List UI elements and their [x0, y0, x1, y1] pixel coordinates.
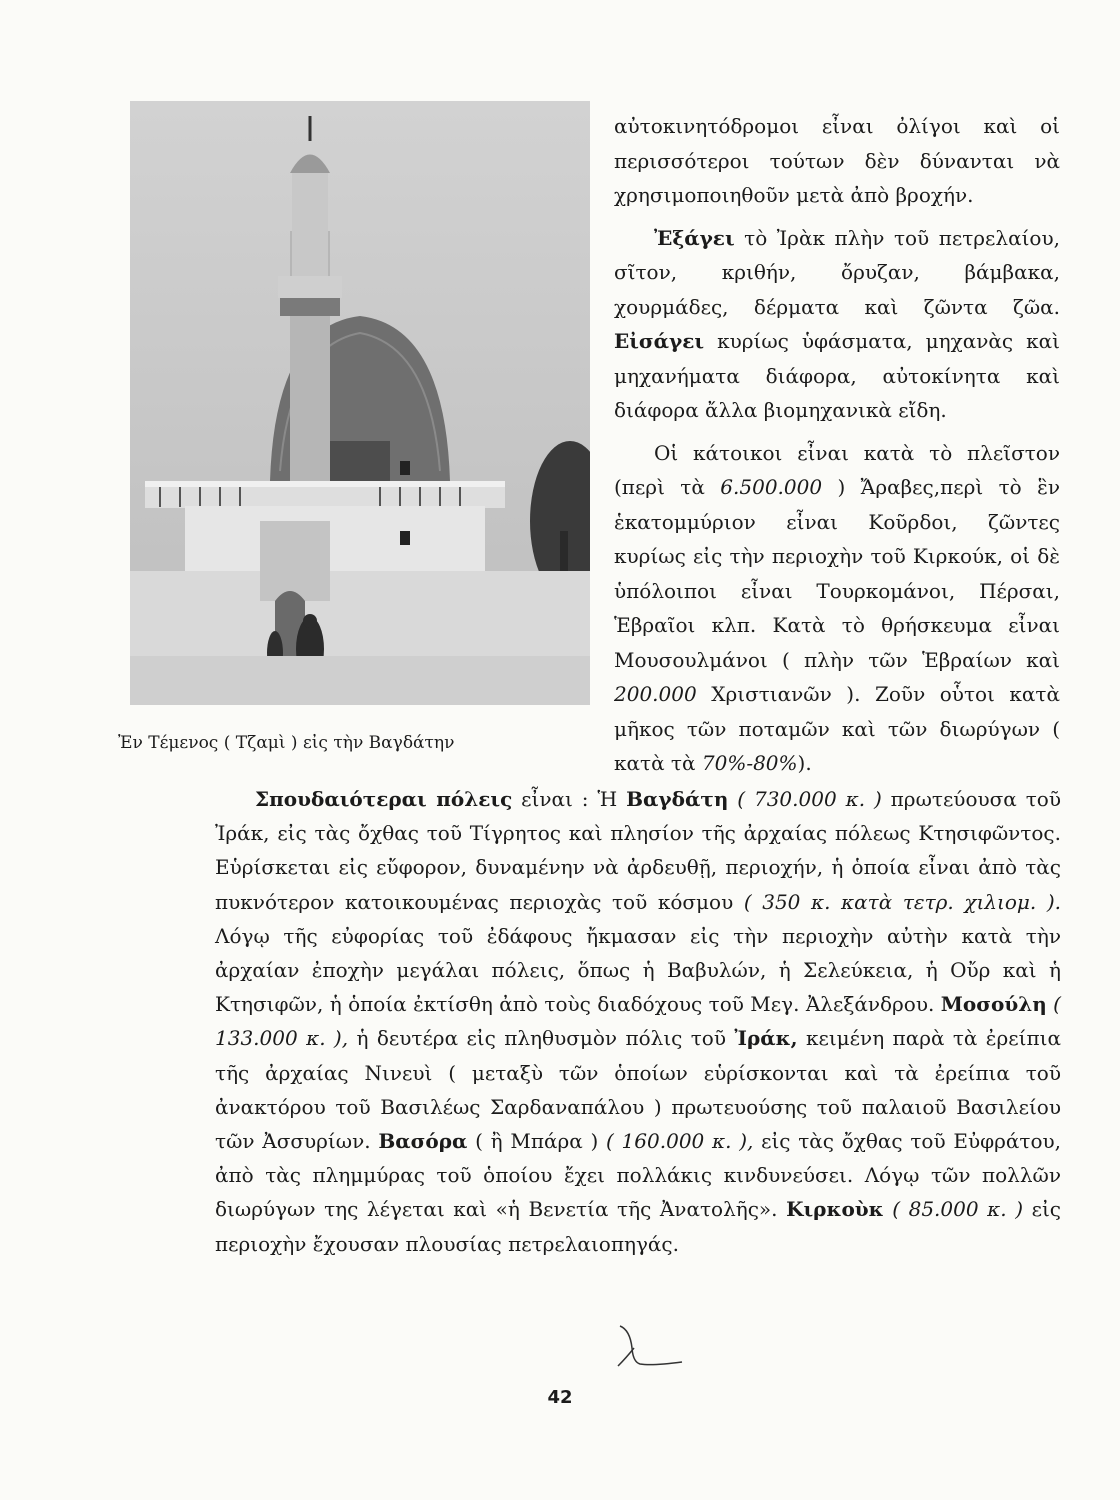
text-run: ( ἢ Μπάρα )	[467, 1129, 607, 1154]
text-run: εἰς περιοχὴν ἔχουσαν πλουσίας πετρελαιοπηγάς.	[215, 1197, 1061, 1256]
text-run: Λόγῳ τῆς εὐφορίας τοῦ ἐδάφους ἤκμασαν εἰς τὴν περιοχὴν αὐτὴν κατὰ τὴν ἀρχαίαν ἐποχὴν μεγάλαι πόλεις, ὅπως ἡ Βαβυλών, ἡ Σελεύκεια, ἡ Οὔρ καὶ ἡ Κτησιφῶν, ἡ ὁποία ἐκτίσθη ἀπὸ τοὺς διαδόχους τοῦ Μεγ. Ἀλεξάνδρου.	[215, 923, 1061, 1017]
text-run: πρωτεύουσα τοῦ Ἰράκ, εἰς τὰς ὄχθας τοῦ Τίγρητος καὶ πλησίον τῆς ἀρχαίας πόλεως Κτησιφῶντος. Εὑρίσκεται εἰς εὔφορον, δυναμένην νὰ ἀρδευθῇ, περιοχήν, ἡ ὁποία εἶναι ἀπὸ τὰς πυκνότερον κατοικουμένας περιοχὰς τοῦ κόσμου	[215, 787, 1061, 914]
country-iraq: Ἰράκ,	[734, 1026, 798, 1051]
term-exports: Ἐξάγει	[654, 225, 735, 250]
text-run: ) Ἄραβες,περὶ τὸ ἓν ἑκατομμύριον εἶναι Κοῦρδοι, ζῶντες κυρίως εἰς τὴν περιοχὴν τοῦ Κιρκούκ, οἱ δὲ ὑπόλοιποι εἶναι Τουρκομάνοι, Πέρσαι, Ἑβραῖοι κλπ. Κατὰ τὸ θρήσκευμα εἶναι Μουσουλμάνοι ( πλὴν τῶν Ἑβραίων καὶ	[614, 475, 1060, 672]
text-run: κυρίως ὑφάσματα, μηχανὰς καὶ μηχανήματα διάφορα, αὐτοκίνητα καὶ διάφορα ἄλλα βιομηχανικὰ εἴδη.	[614, 329, 1060, 422]
term-imports: Εἰσάγει	[614, 329, 705, 353]
baghdad-population: ( 730.000 κ. )	[728, 787, 882, 811]
text-run: Χριστιανῶν ). Ζοῦν οὗτοι κατὰ μῆκος τῶν ποταμῶν καὶ τῶν διωρύγων ( κατὰ τὰ	[614, 682, 1060, 775]
city-kirkuk: Κιρκοὺκ	[786, 1197, 884, 1222]
city-mosul: Μοσούλη	[940, 992, 1047, 1017]
text-run: Οἱ κάτοικοι εἶναι κατὰ τὸ πλεῖστον (περὶ τὰ	[614, 440, 1060, 499]
text-run: ἡ δευτέρα εἰς πληθυσμὸν πόλις τοῦ	[348, 1026, 735, 1051]
mosul-population: ( 133.000 κ. ),	[215, 992, 1061, 1051]
percentage-figure: 70%-80%	[701, 751, 798, 775]
basra-population: ( 160.000 κ. ),	[606, 1129, 754, 1154]
cities-heading: Σπουδαιότεραι πόλεις	[255, 787, 513, 811]
population-figure: 6.500.000	[720, 475, 823, 499]
right-column-text	[614, 109, 1060, 781]
mosque-illustration	[130, 101, 590, 705]
city-basra: Βασόρα	[378, 1129, 468, 1154]
paragraph-cities	[215, 782, 1061, 1261]
text-run: τὸ Ἰρὰκ πλὴν τοῦ πετρελαίου, σῖτον, κριθήν, ὄρυζαν, βάμβακα, χουρμάδες, δέρματα καὶ ζῶντα ζῶα.	[614, 225, 1060, 319]
page-number: 42	[547, 1387, 573, 1408]
photo-caption: Ἐν Τέμενος ( Τζαμὶ ) εἰς τὴν Βαγδάτην	[118, 733, 455, 753]
city-baghdad: Βαγδάτη	[626, 787, 729, 811]
pen-mark	[612, 1318, 692, 1370]
paragraph-roads: αὐτοκινητόδρομοι εἶναι ὀλίγοι καὶ οἱ περισσότεροι τούτων δὲν δύνανται νὰ χρησιμοποιηθοῦν μετὰ ἀπὸ βροχήν.	[614, 114, 1060, 207]
paragraph-population	[614, 436, 1060, 781]
christians-figure: 200.000	[614, 682, 697, 706]
kirkuk-population: ( 85.000 κ. )	[883, 1197, 1024, 1222]
text-run: κειμένη παρὰ τὰ ἐρείπια τῆς ἀρχαίας Νινευὶ ( μεταξὺ τῶν ὁποίων εὑρίσκονται καὶ τὰ ἐρείπια τοῦ ἀνακτόρου τοῦ Βασιλέως Σαρδαναπάλου ) πρωτευούσης τοῦ παλαιοῦ Βασιλείου τῶν Ἀσσυρίων.	[215, 1026, 1061, 1154]
cities-section	[215, 782, 1061, 1261]
text-run: εἶναι : Ἡ	[512, 787, 627, 811]
text-run: εἰς τὰς ὄχθας τοῦ Εὐφράτου, ἀπὸ τὰς πλημμύρας τοῦ ὁποίου ἔχει πολλάκις κινδυνεύσει. Λόγῳ τῶν πολλῶν διωρύγων της λέγεται καὶ «ἡ Βενετία τῆς Ἀνατολῆς».	[215, 1129, 1061, 1222]
text-run: ).	[797, 751, 812, 775]
paragraph-trade	[614, 221, 1060, 428]
density-figure: ( 350 κ. κατὰ τετρ. χιλιομ. ).	[743, 889, 1061, 914]
mosque-photo	[130, 101, 590, 705]
